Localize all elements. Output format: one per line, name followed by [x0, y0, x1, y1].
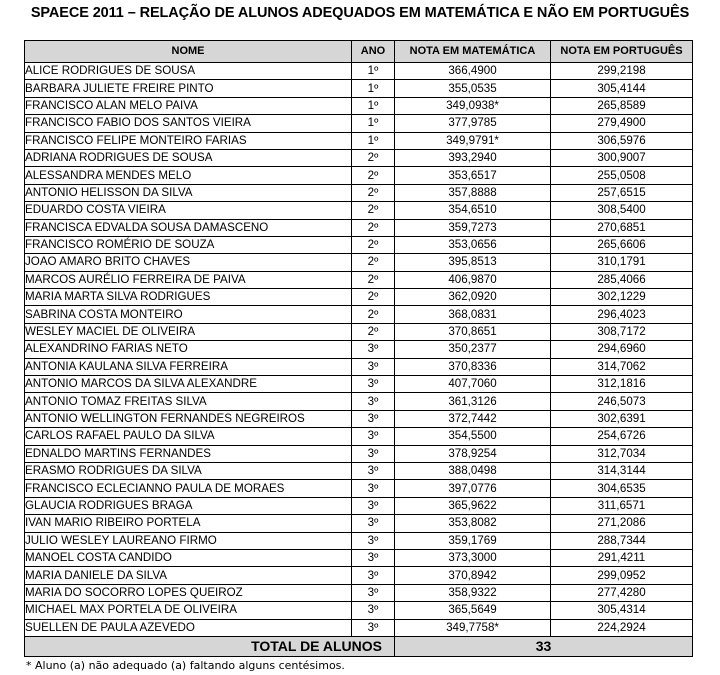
nota-portugues: 265,6606 [551, 236, 693, 253]
nota-matematica: 355,0535 [395, 80, 551, 97]
table-row [25, 515, 693, 532]
nota-matematica: 370,8651 [395, 323, 551, 340]
nota-matematica: 349,0938* [395, 97, 551, 114]
nota-portugues: 312,7034 [551, 445, 693, 462]
student-name: ADRIANA RODRIGUES DE SOUSA [25, 149, 352, 166]
student-ano: 1º [352, 115, 395, 132]
table-row [25, 445, 693, 462]
student-ano: 2º [352, 149, 395, 166]
student-ano: 3º [352, 393, 395, 410]
student-ano: 3º [352, 497, 395, 514]
table-row [25, 532, 693, 549]
table-row [25, 602, 693, 619]
nota-portugues: 279,4900 [551, 115, 693, 132]
table-row [25, 410, 693, 427]
student-ano: 3º [352, 445, 395, 462]
table-row [25, 480, 693, 497]
student-ano: 2º [352, 167, 395, 184]
student-ano: 3º [352, 376, 395, 393]
student-ano: 3º [352, 549, 395, 566]
student-name: JOAO AMARO BRITO CHAVES [25, 254, 352, 271]
table-row [25, 376, 693, 393]
nota-portugues: 310,1791 [551, 254, 693, 271]
nota-matematica: 397,0776 [395, 480, 551, 497]
nota-matematica: 407,7060 [395, 376, 551, 393]
table-header-row [25, 41, 693, 63]
nota-matematica: 388,0498 [395, 462, 551, 479]
nota-matematica: 349,9791* [395, 132, 551, 149]
footnote: * Aluno (a) não adequado (a) faltando alguns centésimos. [26, 659, 345, 672]
student-ano: 2º [352, 184, 395, 201]
student-name: MICHAEL MAX PORTELA DE OLIVEIRA [25, 602, 352, 619]
nota-matematica: 378,9254 [395, 445, 551, 462]
nota-portugues: 311,6571 [551, 497, 693, 514]
nota-portugues: 254,6726 [551, 428, 693, 445]
student-ano: 3º [352, 410, 395, 427]
nota-matematica: 353,0656 [395, 236, 551, 253]
student-name: FRANCISCA EDVALDA SOUSA DAMASCENO [25, 219, 352, 236]
nota-portugues: 246,5073 [551, 393, 693, 410]
table-row [25, 323, 693, 340]
table-row [25, 167, 693, 184]
student-name: ERASMO RODRIGUES DA SILVA [25, 462, 352, 479]
nota-portugues: 308,7172 [551, 323, 693, 340]
student-ano: 2º [352, 289, 395, 306]
student-ano: 2º [352, 271, 395, 288]
nota-portugues: 304,6535 [551, 480, 693, 497]
nota-matematica: 372,7442 [395, 410, 551, 427]
student-name: ANTONIO TOMAZ FREITAS SILVA [25, 393, 352, 410]
nota-matematica: 370,8336 [395, 358, 551, 375]
table-row [25, 549, 693, 566]
nota-matematica: 406,9870 [395, 271, 551, 288]
nota-portugues: 299,0952 [551, 567, 693, 584]
nota-portugues: 299,2198 [551, 63, 693, 80]
student-ano: 3º [352, 480, 395, 497]
student-name: ALESSANDRA MENDES MELO [25, 167, 352, 184]
student-ano: 2º [352, 202, 395, 219]
student-name: SUELLEN DE PAULA AZEVEDO [25, 619, 352, 636]
student-ano: 3º [352, 567, 395, 584]
student-ano: 2º [352, 306, 395, 323]
student-ano: 1º [352, 63, 395, 80]
nota-matematica: 349,7758* [395, 619, 551, 636]
nota-matematica: 353,8082 [395, 515, 551, 532]
student-ano: 1º [352, 97, 395, 114]
table-body [25, 63, 693, 637]
student-name: MARIA DANIELE DA SILVA [25, 567, 352, 584]
nota-matematica: 361,3126 [395, 393, 551, 410]
header-ano: ANO [352, 41, 395, 63]
nota-portugues: 296,4023 [551, 306, 693, 323]
nota-matematica: 359,7273 [395, 219, 551, 236]
header-matematica: NOTA EM MATEMÁTICA [395, 41, 551, 63]
student-ano: 3º [352, 619, 395, 636]
nota-portugues: 224,2924 [551, 619, 693, 636]
student-ano: 2º [352, 219, 395, 236]
student-ano: 2º [352, 254, 395, 271]
nota-matematica: 362,0920 [395, 289, 551, 306]
nota-portugues: 255,0508 [551, 167, 693, 184]
student-name: IVAN MARIO RIBEIRO PORTELA [25, 515, 352, 532]
nota-matematica: 373,3000 [395, 549, 551, 566]
table-row [25, 497, 693, 514]
table-row [25, 462, 693, 479]
student-ano: 3º [352, 602, 395, 619]
student-ano: 2º [352, 236, 395, 253]
nota-portugues: 277,4280 [551, 584, 693, 601]
student-name: MANOEL COSTA CANDIDO [25, 549, 352, 566]
student-name: FRANCISCO ECLECIANNO PAULA DE MORAES [25, 480, 352, 497]
student-name: MARIA DO SOCORRO LOPES QUEIROZ [25, 584, 352, 601]
table-row [25, 219, 693, 236]
nota-portugues: 288,7344 [551, 532, 693, 549]
nota-portugues: 271,2086 [551, 515, 693, 532]
student-name: FRANCISCO FELIPE MONTEIRO FARIAS [25, 132, 352, 149]
table-row [25, 184, 693, 201]
table-row [25, 289, 693, 306]
table-row [25, 619, 693, 636]
page-title: SPAECE 2011 – RELAÇÃO DE ALUNOS ADEQUADOS EM MATEMÁTICA E NÃO EM PORTUGUÊS [30, 5, 690, 21]
student-ano: 1º [352, 80, 395, 97]
student-name: BARBARA JULIETE FREIRE PINTO [25, 80, 352, 97]
student-ano: 3º [352, 358, 395, 375]
nota-portugues: 302,6391 [551, 410, 693, 427]
nota-portugues: 300,9007 [551, 149, 693, 166]
nota-matematica: 368,0831 [395, 306, 551, 323]
table-row [25, 202, 693, 219]
table-row [25, 358, 693, 375]
student-name: CARLOS RAFAEL PAULO DA SILVA [25, 428, 352, 445]
table-row [25, 306, 693, 323]
header-nome: NOME [25, 41, 352, 63]
student-name: ALEXANDRINO FARIAS NETO [25, 341, 352, 358]
table-row [25, 236, 693, 253]
student-name: FRANCISCO FABIO DOS SANTOS VIEIRA [25, 115, 352, 132]
student-ano: 3º [352, 428, 395, 445]
nota-matematica: 350,2377 [395, 341, 551, 358]
student-name: MARCOS AURÉLIO FERREIRA DE PAIVA [25, 271, 352, 288]
student-name: MARIA MARTA SILVA RODRIGUES [25, 289, 352, 306]
table-row [25, 393, 693, 410]
student-ano: 3º [352, 515, 395, 532]
student-name: ALICE RODRIGUES DE SOUSA [25, 63, 352, 80]
student-ano: 3º [352, 462, 395, 479]
nota-portugues: 302,1229 [551, 289, 693, 306]
table-row [25, 341, 693, 358]
nota-matematica: 365,5649 [395, 602, 551, 619]
nota-matematica: 354,6510 [395, 202, 551, 219]
table-row [25, 63, 693, 80]
nota-portugues: 294,6960 [551, 341, 693, 358]
student-ano: 3º [352, 532, 395, 549]
table-row [25, 567, 693, 584]
student-name: JULIO WESLEY LAUREANO FIRMO [25, 532, 352, 549]
nota-portugues: 312,1816 [551, 376, 693, 393]
nota-portugues: 314,7062 [551, 358, 693, 375]
student-name: ANTONIO WELLINGTON FERNANDES NEGREIROS [25, 410, 352, 427]
table-row [25, 584, 693, 601]
table-row [25, 132, 693, 149]
table-row [25, 428, 693, 445]
nota-matematica: 353,6517 [395, 167, 551, 184]
nota-matematica: 358,9322 [395, 584, 551, 601]
nota-portugues: 265,8589 [551, 97, 693, 114]
nota-matematica: 370,8942 [395, 567, 551, 584]
student-ano: 2º [352, 323, 395, 340]
table-row [25, 80, 693, 97]
table-row [25, 271, 693, 288]
header-portugues: NOTA EM PORTUGUÊS [551, 41, 693, 63]
table-row [25, 97, 693, 114]
student-ano: 3º [352, 341, 395, 358]
student-ano: 3º [352, 584, 395, 601]
student-name: ANTONIO HELISSON DA SILVA [25, 184, 352, 201]
table-row [25, 149, 693, 166]
student-name: FRANCISCO ROMÉRIO DE SOUZA [25, 236, 352, 253]
nota-matematica: 395,8513 [395, 254, 551, 271]
nota-portugues: 314,3144 [551, 462, 693, 479]
nota-portugues: 306,5976 [551, 132, 693, 149]
nota-matematica: 393,2940 [395, 149, 551, 166]
nota-portugues: 285,4066 [551, 271, 693, 288]
students-table [24, 40, 693, 657]
nota-portugues: 305,4314 [551, 602, 693, 619]
student-name: SABRINA COSTA MONTEIRO [25, 306, 352, 323]
student-ano: 1º [352, 132, 395, 149]
total-row [25, 636, 693, 656]
table-row [25, 254, 693, 271]
nota-matematica: 359,1769 [395, 532, 551, 549]
nota-matematica: 357,8888 [395, 184, 551, 201]
total-label: TOTAL DE ALUNOS [25, 636, 395, 656]
nota-matematica: 365,9622 [395, 497, 551, 514]
student-name: ANTONIO MARCOS DA SILVA ALEXANDRE [25, 376, 352, 393]
student-name: EDNALDO MARTINS FERNANDES [25, 445, 352, 462]
nota-portugues: 305,4144 [551, 80, 693, 97]
nota-portugues: 257,6515 [551, 184, 693, 201]
student-name: EDUARDO COSTA VIEIRA [25, 202, 352, 219]
student-name: ANTONIA KAULANA SILVA FERREIRA [25, 358, 352, 375]
nota-portugues: 308,5400 [551, 202, 693, 219]
student-name: WESLEY MACIEL DE OLIVEIRA [25, 323, 352, 340]
nota-matematica: 377,9785 [395, 115, 551, 132]
total-value: 33 [395, 636, 693, 656]
nota-matematica: 366,4900 [395, 63, 551, 80]
table-row [25, 115, 693, 132]
nota-portugues: 291,4211 [551, 549, 693, 566]
student-name: GLAUCIA RODRIGUES BRAGA [25, 497, 352, 514]
nota-portugues: 270,6851 [551, 219, 693, 236]
student-name: FRANCISCO ALAN MELO PAIVA [25, 97, 352, 114]
nota-matematica: 354,5500 [395, 428, 551, 445]
